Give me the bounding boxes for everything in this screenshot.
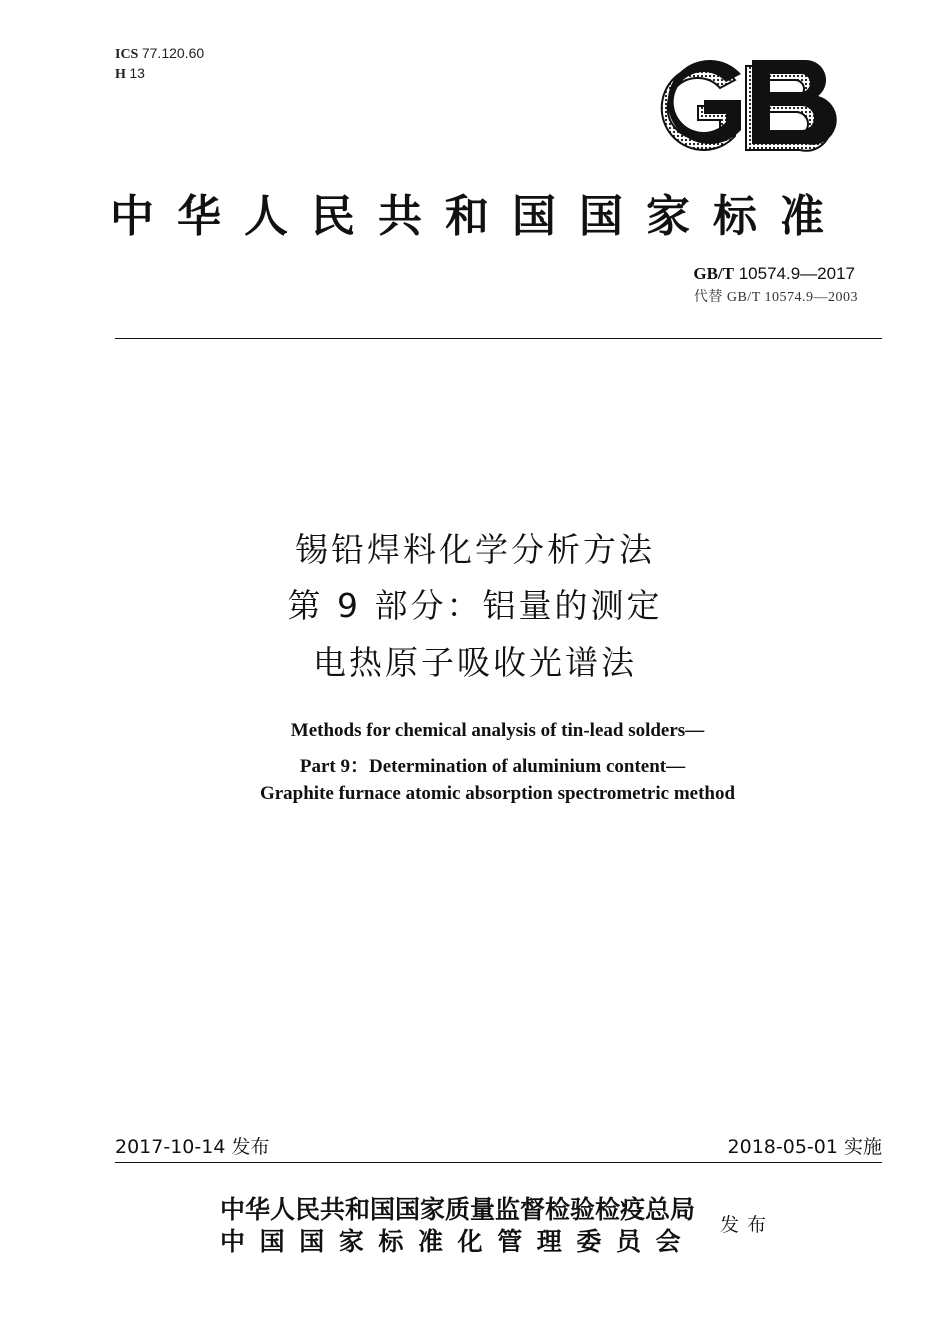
footer-divider [115,1162,882,1163]
standard-code: 10574.9—2017 [738,264,855,283]
publish-label: 发布 [720,1214,775,1236]
ics-code-block [115,44,204,84]
ccs-label: H [115,67,126,82]
ccs-line [115,64,204,84]
title-cn-line3: 电热原子吸收光谱法 [313,643,637,682]
implementation-date: 2018-05-01 实施 [727,1136,882,1158]
ics-value: 77.120.60 [141,45,205,61]
title-cn-line1: 锡铅焊料化学分析方法 [295,530,655,569]
issue-date: 2017-10-14 发布 [115,1136,270,1158]
publisher-org-2: 中国国家标准化管理委员会 [220,1227,696,1256]
ccs-value: 13 [129,65,145,81]
header-divider [115,338,882,339]
national-standard-heading: 中华人民共和国国家标准 [110,191,847,242]
publisher-org-1: 中华人民共和国国家质量监督检验检疫总局 [220,1195,696,1224]
ics-line [115,44,204,64]
title-en-line1: Methods for chemical analysis of tin-lead solders— [290,720,705,741]
title-en-line2: Part 9：Determination of aluminium content— [299,756,686,777]
ics-label: ICS [115,47,139,62]
title-cn-line2: 第 9 部分：铝量的测定 [287,586,663,625]
gb-logo-icon [640,58,845,158]
replaces-standard: 代替 GB/T 10574.9—2003 [693,290,858,305]
title-en-line3: Graphite furnace atomic absorption spectrometric method [259,783,736,804]
standard-prefix: GB/T [693,264,734,283]
standard-number [693,264,855,284]
